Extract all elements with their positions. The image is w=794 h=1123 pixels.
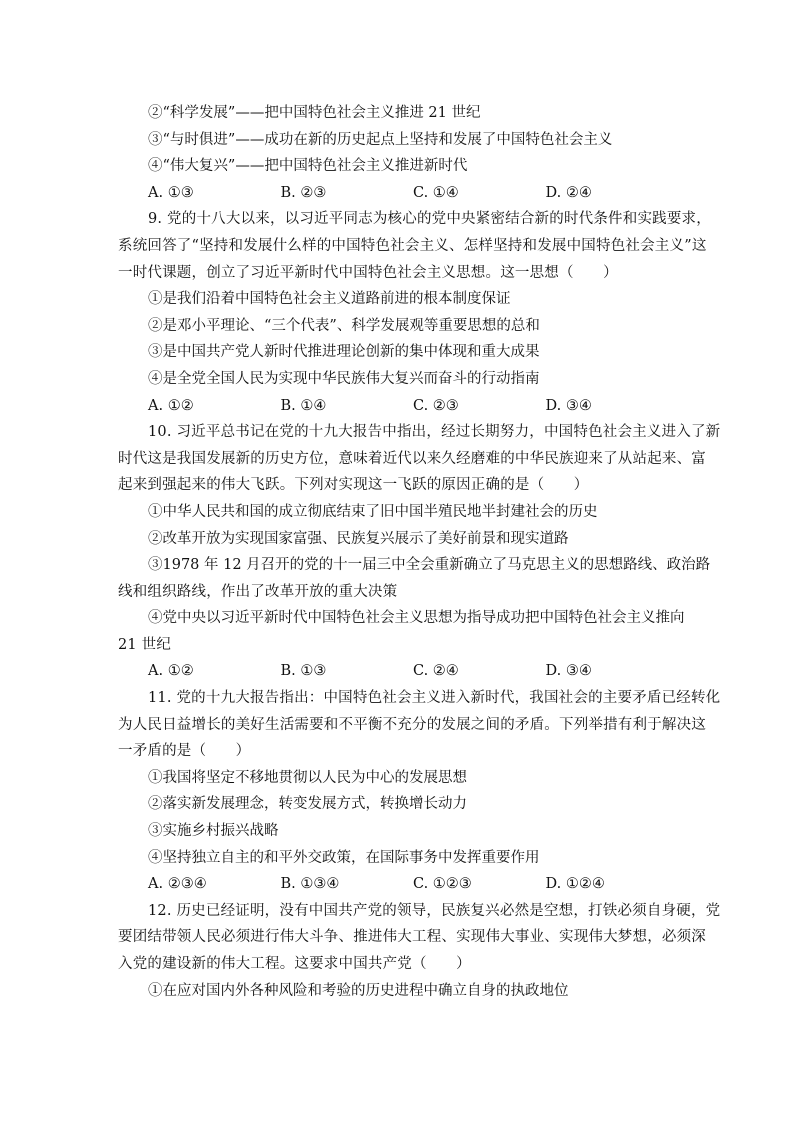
choice-statement: ②改革开放为实现国家富强、民族复兴展示了美好前景和现实道路: [148, 530, 569, 547]
answer-option: B. ①③: [280, 663, 327, 680]
choice-statement: ④是全党全国人民为实现中华民族伟大复兴而奋斗的行动指南: [148, 370, 540, 387]
question-stem-continuation: 起来到强起来的伟大飞跃。下列对实现这一飞跃的原因正确的是（ ）: [118, 477, 589, 494]
choice-statement: ③实施乡村振兴战略: [148, 823, 279, 840]
question-stem-continuation: 系统回答了“坚持和发展什么样的中国特色社会主义、怎样坚持和发展中国特色社会主义”这: [118, 237, 707, 254]
choice-statement: ②落实新发展理念，转变发展方式，转换增长动力: [148, 796, 467, 813]
answer-options: [118, 393, 678, 420]
answer-option: C. ①④: [413, 184, 459, 201]
exam-content: [118, 100, 721, 1004]
answer-option: A. ②③④: [148, 876, 207, 893]
answer-option: D. ③④: [545, 663, 592, 680]
question-stem: 12. 历史已经证明，没有中国共产党的领导，民族复兴必然是空想，打铁必须自身硬，党: [148, 902, 721, 919]
question-stem: 11. 党的十九大报告指出：中国特色社会主义进入新时代，我国社会的主要矛盾已经转化: [148, 690, 721, 707]
answer-options: [118, 871, 678, 898]
answer-option: C. ①②③: [413, 876, 472, 893]
choice-statement: ③“与时俱进”——成功在新的历史起点上坚持和发展了中国特色社会主义: [148, 131, 613, 148]
answer-options: [118, 180, 678, 207]
question-stem-continuation: 时代这是我国发展新的历史方位，意味着近代以来久经磨难的中华民族迎来了从站起来、富: [118, 450, 706, 467]
answer-options: [118, 658, 678, 685]
question-stem-continuation: 线和组织路线，作出了改革开放的重大决策: [118, 583, 398, 600]
answer-option: B. ①③④: [280, 876, 340, 893]
question-stem-continuation: 一矛盾的是（ ）: [118, 743, 251, 760]
question-stem: 9. 党的十八大以来，以习近平同志为核心的党中央紧密结合新的时代条件和实践要求，: [148, 211, 711, 228]
answer-option: B. ②③: [280, 184, 327, 201]
answer-option: A. ①②: [148, 397, 194, 414]
answer-option: A. ①③: [148, 184, 194, 201]
answer-option: B. ①④: [280, 397, 327, 414]
question-stem-continuation: 21 世纪: [118, 636, 172, 653]
answer-option: D. ①②④: [545, 876, 605, 893]
question-stem-continuation: 入党的建设新的伟大工程。这要求中国共产党（ ）: [118, 956, 471, 972]
choice-statement: ②是邓小平理论、“三个代表”、科学发展观等重要思想的总和: [148, 317, 540, 334]
answer-option: C. ②③: [413, 397, 459, 414]
question-stem-continuation: 要团结带领人民必须进行伟大斗争、推进伟大工程、实现伟大事业、实现伟大梦想，必须深: [118, 929, 706, 946]
choice-statement: ②“科学发展”——把中国特色社会主义推进 21 世纪: [148, 105, 481, 121]
answer-option: D. ②④: [545, 184, 592, 201]
choice-statement: ①在应对国内外各种风险和考验的历史进程中确立自身的执政地位: [148, 982, 569, 999]
choice-statement: ④党中央以习近平新时代中国特色社会主义思想为指导成功把中国特色社会主义推向: [148, 610, 685, 627]
question-stem: 10. 习近平总书记在党的十九大报告中指出，经过长期努力，中国特色社会主义进入了新: [148, 424, 721, 441]
choice-statement: ③是中国共产党人新时代推进理论创新的集中体现和重大成果: [148, 344, 540, 361]
choice-statement: ①我国将坚定不移地贯彻以人民为中心的发展思想: [148, 769, 467, 786]
answer-option: C. ②④: [413, 663, 459, 680]
choice-statement: ①是我们沿着中国特色社会主义道路前进的根本制度保证: [148, 291, 511, 308]
answer-option: A. ①②: [148, 663, 194, 680]
choice-statement: ③1978 年 12 月召开的党的十一届三中全会重新确立了马克思主义的思想路线、政治路: [148, 557, 711, 574]
answer-option: D. ③④: [545, 397, 592, 414]
question-stem-continuation: 为人民日益增长的美好生活需要和不平衡不充分的发展之间的矛盾。下列举措有利于解决这: [118, 716, 706, 733]
question-stem-continuation: 一时代课题，创立了习近平新时代中国特色社会主义思想。这一思想（ ）: [118, 264, 618, 281]
choice-statement: ④“伟大复兴”——把中国特色社会主义推进新时代: [148, 158, 468, 175]
choice-statement: ④坚持独立自主的和平外交政策，在国际事务中发挥重要作用: [148, 849, 540, 866]
choice-statement: ①中华人民共和国的成立彻底结束了旧中国半殖民地半封建社会的历史: [148, 503, 598, 520]
